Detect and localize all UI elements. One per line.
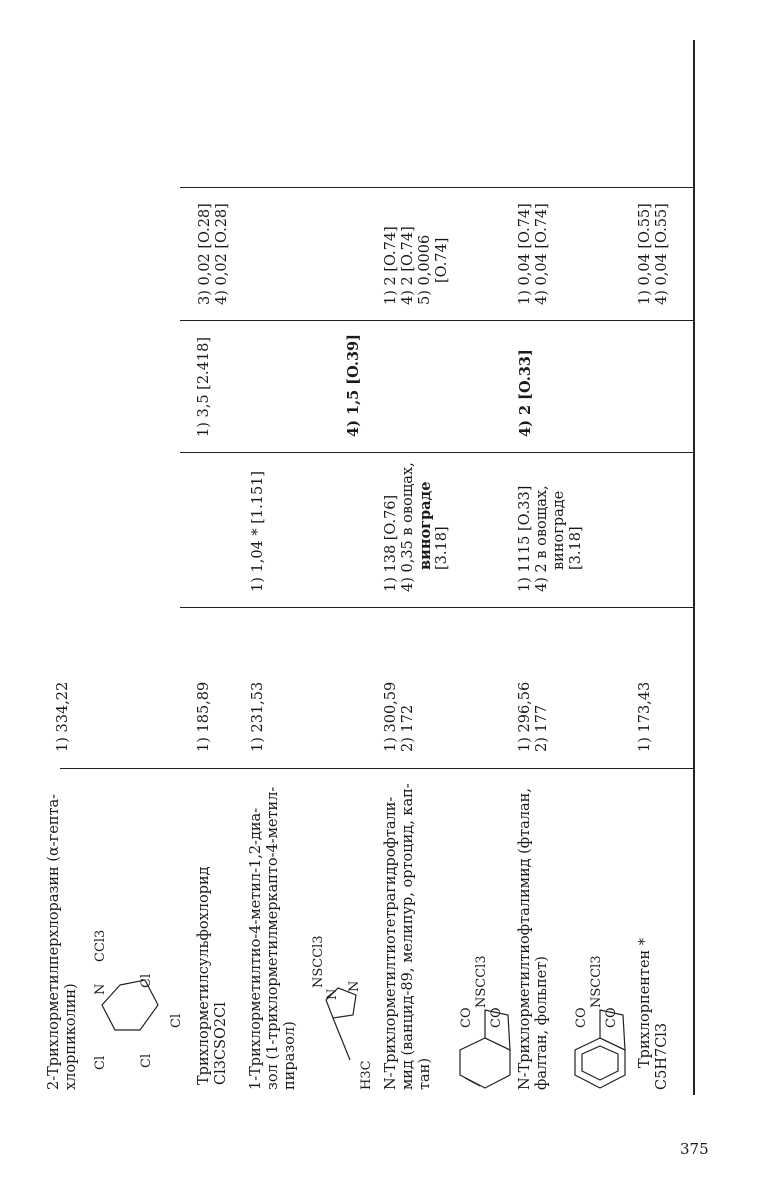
row4-col5-4: [O.74] (434, 237, 450, 283)
row1-mass-1: 1) 334,22 (55, 681, 71, 752)
row4-col5-2: 4) 2 [O.74] (400, 226, 416, 305)
row1-label-n: N (93, 983, 108, 995)
row4-mass-1: 1) 300,59 (383, 681, 399, 752)
row4-label-nsccl3: NSCCl3 (474, 955, 489, 1008)
row1-label-cl1: Cl (139, 973, 154, 988)
row5-name-line2: фалтан, фольпет) (534, 956, 550, 1090)
row2-mass (196, 682, 213, 752)
row3-name (248, 787, 299, 1090)
row1-col5-2: 4) 0,02 [O.28] (214, 203, 230, 305)
row5-label-co2: CO (604, 1007, 619, 1028)
row3-col3 (250, 471, 267, 592)
row4-name (383, 783, 434, 1090)
row5-col4-1: 4) 2 [O.33] (517, 349, 534, 437)
row4-name-line1: N-Трихлорметилтиотетрагидрофтали- (383, 796, 399, 1090)
row4-col3-1: 1) 138 [O.76] (383, 494, 399, 592)
row4-mass-2: 2) 172 (400, 704, 416, 752)
row1-col4-1: 4) 1,5 [O.39] (345, 333, 362, 437)
row1-name-line2: хлорпиколин) (63, 983, 79, 1090)
row3-label-n2: N (347, 980, 362, 992)
row1-label-cl2: Cl (169, 1013, 184, 1028)
row3-structure (308, 935, 388, 1090)
row4-col3-3: винограде (417, 481, 434, 570)
row4-col3-2: 4) 0,35 в овощах, (400, 462, 416, 592)
table-rule-col2-col3 (180, 607, 693, 608)
row4-col5-3: 5) 0,0006 (417, 234, 433, 305)
row5-col3-2: 4) 2 в овощах, (534, 485, 550, 592)
table-rule-col4-col5 (180, 320, 693, 321)
row4-col5-1: 1) 2 [O.74] (383, 226, 399, 305)
row3-name-line1: 1-Трихлорметилтио-4-метил-1,2-диа- (248, 807, 264, 1090)
row4-mass (383, 682, 417, 752)
row6-col5-1: 1) 0,04 [O.55] (637, 203, 653, 305)
row5-col3-3: винограде (551, 490, 567, 570)
row5-col5 (517, 203, 551, 305)
row3-mass-1: 1) 231,53 (250, 681, 266, 752)
row6-mass-1: 1) 173,43 (637, 681, 653, 752)
row2-name (196, 866, 230, 1085)
row2-name-line2: Cl3CSO2Cl (213, 1002, 229, 1085)
row5-col3 (517, 485, 585, 592)
row6-col5 (637, 203, 671, 305)
row6-mass (637, 682, 654, 752)
row5-structure (555, 950, 645, 1100)
row1-label-cl3: Cl (139, 1053, 154, 1068)
table-rule-col3-col4 (180, 452, 693, 453)
row4-col5 (383, 226, 451, 305)
row1-label-cl4: Cl (93, 1055, 108, 1070)
row5-col4 (517, 349, 534, 437)
row5-col5-2: 4) 0,04 [O.74] (534, 203, 550, 305)
row5-mass-1: 1) 296,56 (517, 681, 533, 752)
row4-name-line3: тан) (417, 1058, 433, 1090)
row1-name-line1: 2-Трихлорметилперхлоразин (α-гепта- (46, 793, 62, 1090)
row6-name-line2: C5H7Cl3 (654, 1022, 670, 1090)
row5-label-co1: CO (574, 1007, 589, 1028)
row1-structure (80, 929, 200, 1100)
row1-col4 (345, 334, 362, 437)
row1-name (46, 794, 80, 1090)
row4-name-line2: мид (ванцид-89, мелипур, ортоцид, кап- (400, 783, 416, 1090)
row4-label-co2: CO (489, 1007, 504, 1028)
table-rule-col1-col2 (60, 768, 693, 769)
row3-name-line2: зол (1-трихлорметилмеркапто-4-метил- (265, 786, 281, 1090)
row5-label-nsccl3: NSCCl3 (589, 955, 604, 1008)
row1-label-ccl3: CCl3 (93, 929, 108, 962)
row2-mass-1: 1) 185,89 (196, 681, 212, 752)
page-number: 375 (680, 1140, 709, 1158)
row6-name (637, 938, 671, 1090)
row2-name-line1: Трихлорметилсульфохлорид (196, 866, 212, 1085)
row3-name-line3: пиразол) (282, 1021, 298, 1090)
row5-name-line1: N-Трихлорметилтиофталимид (фталан, (517, 788, 533, 1090)
row5-mass (517, 682, 551, 752)
row5-col3-1: 1) 1115 [O.33] (517, 485, 533, 592)
row3-label-h3c: H3C (359, 1060, 374, 1090)
row1-mass (55, 682, 72, 752)
row6-col5-2: 4) 0,04 [O.55] (654, 203, 670, 305)
row4-label-co1: CO (459, 1007, 474, 1028)
row2-col4-1: 1) 3,5 [2.418] (196, 337, 212, 437)
row4-col3 (383, 462, 451, 592)
row5-col5-1: 1) 0,04 [O.74] (517, 203, 533, 305)
row5-name (517, 788, 551, 1090)
row5-mass-2: 2) 177 (534, 704, 550, 752)
row3-col3-1: 1) 1,04 * [1.151] (250, 470, 266, 592)
row3-label-nsccl3: NSCCl3 (311, 935, 326, 988)
row1-col5 (197, 203, 231, 305)
row3-mass (250, 682, 267, 752)
row1-col5-1: 3) 0,02 [O.28] (197, 203, 213, 305)
row6-name-line1: Трихлорпентен * (637, 937, 653, 1068)
table-rule-long (693, 40, 695, 1095)
row3-label-n1: N (325, 988, 340, 1000)
row2-col4 (196, 337, 213, 437)
row5-col3-4: [3.18] (568, 526, 584, 570)
table-rule-top (180, 187, 693, 188)
row4-col3-4: [3.18] (434, 526, 450, 570)
